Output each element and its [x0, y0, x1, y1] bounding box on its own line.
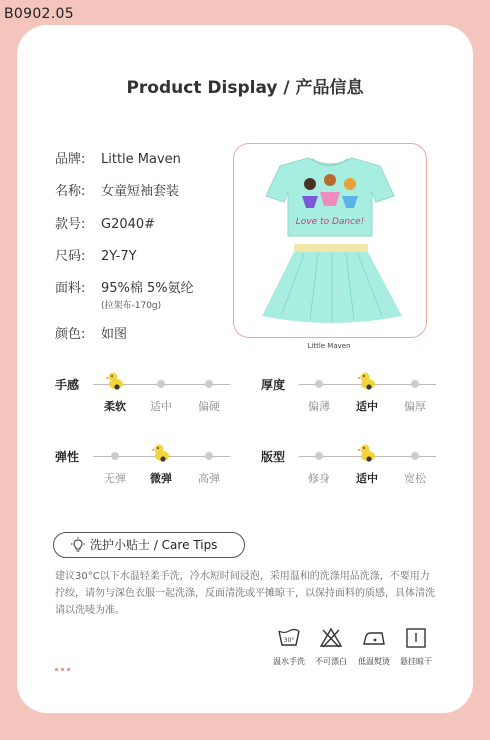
duck-indicator-icon — [357, 370, 377, 390]
scale-dot — [205, 452, 213, 460]
spec-brand — [55, 148, 181, 167]
product-photo — [233, 143, 427, 338]
spec-value: 女童短袖套装 — [101, 184, 180, 199]
low-iron-icon — [362, 627, 386, 649]
duck-indicator-icon — [105, 370, 125, 390]
spec-fabric — [55, 277, 194, 311]
product-card — [17, 25, 473, 713]
hand-wash-icon — [277, 627, 301, 649]
spec-note: (拉架布-170g) — [101, 301, 162, 311]
scale-option: 无弹 — [104, 472, 126, 485]
page-dots — [55, 656, 73, 675]
duck-indicator-icon — [357, 442, 377, 462]
care-symbol-label: 低温熨烫 — [358, 657, 390, 666]
scale-option: 适中 — [356, 472, 378, 485]
wash-temp: 30° — [283, 637, 295, 644]
scale-dot — [411, 452, 419, 460]
scale-option: 宽松 — [404, 472, 426, 485]
care-tips-title: 洗护小贴士 / Care Tips — [90, 538, 218, 552]
scale-label-hand-feel: 手感 — [55, 378, 80, 392]
care-symbol-low-iron — [352, 627, 396, 667]
lightbulb-icon — [70, 537, 86, 553]
care-symbol-hand-wash — [267, 627, 311, 667]
spec-value: Little Maven — [101, 152, 181, 167]
scale-option: 微弹 — [150, 472, 172, 485]
scale-option: 适中 — [356, 400, 378, 413]
product-code: B0902.05 — [4, 6, 74, 22]
spec-style-number — [55, 213, 155, 232]
spec-key: 面料: — [55, 281, 86, 296]
scale-dot — [111, 452, 119, 460]
scale-dot — [157, 380, 165, 388]
spec-value: 2Y-7Y — [101, 249, 137, 264]
spec-name — [55, 180, 179, 199]
care-symbol-no-bleach — [309, 627, 353, 667]
scale-option: 偏薄 — [308, 400, 330, 413]
scale-option: 适中 — [150, 400, 172, 413]
spec-size — [55, 245, 137, 264]
scale-dot — [205, 380, 213, 388]
scale-dot — [411, 380, 419, 388]
hang-dry-icon — [404, 627, 428, 649]
photo-caption: Little Maven — [307, 342, 351, 350]
spec-value: 95%棉 5%氨纶 — [101, 281, 194, 296]
shirt-print-text: Love to Dance! — [295, 217, 365, 227]
care-symbol-hang-dry — [394, 627, 438, 667]
care-symbol-label: 温水手洗 — [273, 657, 305, 666]
outfit-illustration — [234, 144, 426, 337]
page-title: Product Display / 产品信息 — [126, 78, 364, 98]
scale-label-thickness: 厚度 — [261, 378, 286, 392]
scale-label-fit: 版型 — [261, 450, 286, 464]
spec-key: 尺码: — [55, 249, 86, 264]
scale-label-elasticity: 弹性 — [55, 450, 80, 464]
care-tips-pill — [53, 532, 245, 558]
scale-option: 偏硬 — [198, 400, 220, 413]
scale-option: 柔软 — [104, 400, 126, 413]
scale-dot — [315, 452, 323, 460]
spec-key: 品牌: — [55, 152, 86, 167]
spec-key: 名称: — [55, 184, 86, 199]
care-symbol-label: 不可漂白 — [315, 657, 347, 666]
care-instructions: 建议30°C以下水温轻柔手洗，冷水短时间浸泡，采用温和的洗涤用品洗涤，不要用力拧绞，请勿与深色衣服一起洗涤，反面清洗或平摊晾干，以保持面料的质感，具体清洗请以洗唛为准。 — [55, 571, 435, 616]
spec-key: 款号: — [55, 217, 86, 232]
no-bleach-icon — [319, 627, 343, 649]
scale-option: 高弹 — [198, 472, 220, 485]
spec-key: 颜色: — [55, 327, 86, 342]
spec-value: G2040# — [101, 217, 156, 232]
spec-value: 如图 — [101, 327, 128, 342]
scale-option: 修身 — [308, 472, 330, 485]
duck-indicator-icon — [151, 442, 171, 462]
scale-option: 偏厚 — [404, 400, 426, 413]
spec-color — [55, 323, 127, 342]
scale-dot — [315, 380, 323, 388]
care-symbol-label: 悬挂晾干 — [400, 657, 432, 666]
